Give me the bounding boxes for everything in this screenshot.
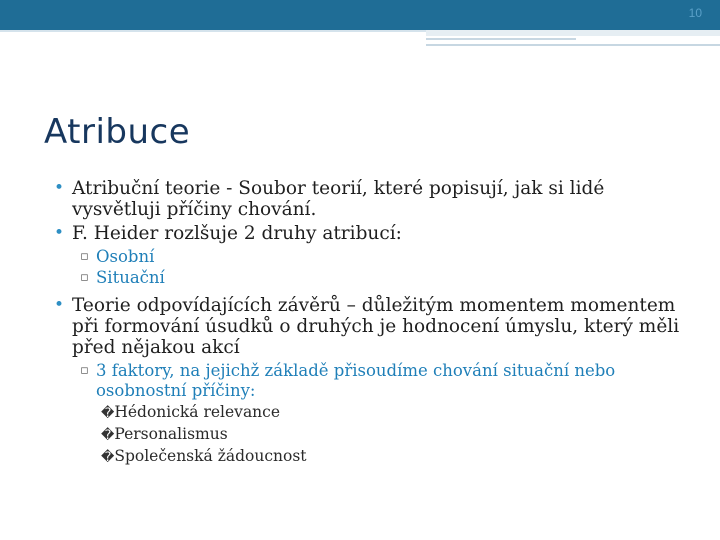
sub-bullet-item: [80, 247, 696, 267]
slide-number: 10: [688, 6, 702, 20]
missing-glyph-icon: �: [101, 428, 115, 443]
third-level-text: Personalismus: [114, 425, 228, 443]
bullet-item: [56, 178, 696, 220]
decorative-rule: [426, 30, 720, 36]
third-level-item: [101, 446, 696, 468]
bullet-item: [56, 295, 696, 358]
sub-bullet-text: Osobní: [96, 247, 155, 266]
third-level-text: Společenská žádoucnost: [114, 447, 307, 465]
missing-glyph-icon: �: [101, 406, 115, 421]
decorative-rule: [426, 38, 576, 40]
square-bullet-icon: ▫: [80, 363, 89, 378]
missing-glyph-icon: �: [101, 450, 115, 465]
bullet-dot-icon: •: [54, 223, 65, 243]
third-level-item: [101, 402, 696, 424]
sub-bullet-text: 3 faktory, na jejichž základě přisoudíme chování situační nebo osobnostní příčiny:: [96, 361, 616, 400]
square-bullet-icon: ▫: [80, 249, 89, 264]
third-level-item: [101, 424, 696, 446]
bullet-item: [56, 223, 696, 244]
square-bullet-icon: ▫: [80, 270, 89, 285]
slide-content: [56, 178, 696, 468]
third-level-text: Hédonická relevance: [114, 403, 281, 421]
bullet-text: F. Heider rozlšuje 2 druhy atribucí:: [72, 223, 402, 244]
sub-bullet-item: [80, 268, 696, 288]
bullet-dot-icon: •: [54, 295, 65, 315]
decorative-rule: [426, 44, 720, 46]
header-band: [0, 0, 720, 30]
sub-bullet-item: [80, 361, 696, 401]
bullet-text: Teorie odpovídajících závěrů – důležitým momentem momentem při formování úsudků o druhých je hodnocení úmyslu, který měli před nějakou akcí: [72, 295, 680, 358]
slide-title: Atribuce: [44, 112, 191, 152]
bullet-dot-icon: •: [54, 178, 65, 198]
sub-bullet-text: Situační: [96, 268, 165, 287]
bullet-text: Atribuční teorie - Soubor teorií, které popisují, jak si lidé vysvětluji příčiny chování.: [72, 178, 605, 220]
